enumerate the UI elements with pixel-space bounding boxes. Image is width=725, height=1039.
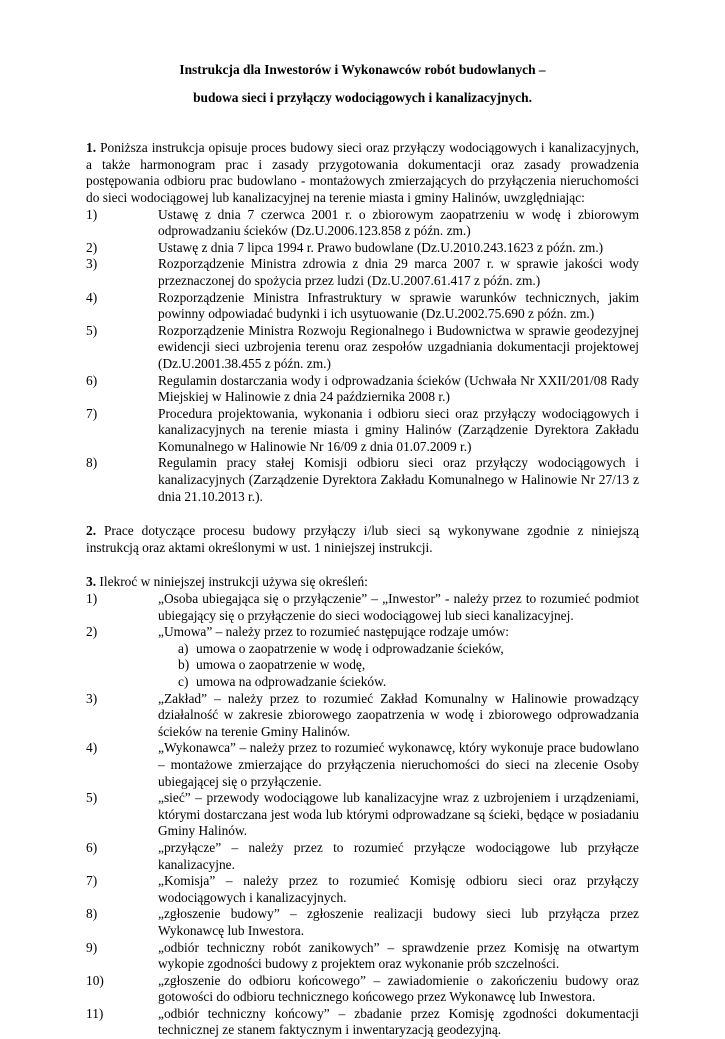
list-item — [86, 240, 639, 257]
list-item-number: 7) — [86, 405, 98, 421]
list-item-number: 8) — [86, 906, 98, 922]
list-item-number: 4) — [86, 289, 98, 305]
list-item-number: 2) — [86, 239, 98, 255]
list-item-text: „Osoba ubiegająca się o przyłączenie” – „Inwestor” - należy przez to rozumieć podmiot ubiegający się o przyłączenie do sieci wodociągowej lub sieci kanalizacyjnej. — [158, 591, 639, 623]
list-item-text: Procedura projektowania, wykonania i odbioru sieci oraz przyłączy wodociągowych i kanalizacyjnych na terenie miasta i gminy Halinów (Zarządzenie Dyrektora Zakładu Komunalnego w Halinowie Nr 16/09 z dnia 01.07.2009 r.) — [158, 405, 639, 454]
section-1-intro-text: Poniższa instrukcja opisuje proces budowy sieci oraz przyłączy wodociągowych i kanalizacyjnych, a także harmonogram prac i zasady przygotowania dokumentacji oraz zasady prowadzenia postępowania odbioru prac budowlano - montażowych zmierzających do przyłączenia nieruchomości do sieci wodociągowej lub kanalizacyjnej na terenie miasta i gminy Halinów, uwzględniając: — [86, 140, 639, 205]
list-item — [86, 790, 639, 840]
list-item — [86, 740, 639, 790]
list-item-number: 3) — [86, 256, 98, 272]
sub-list-item-text: umowa o zaopatrzenie w wodę, — [196, 657, 366, 673]
list-item-text: „zgłoszenie do odbioru końcowego” – zawiadomienie o zakończeniu budowy oraz gotowości do odbioru technicznego końcowego przez Wykonawcę lub Inwestora. — [158, 972, 639, 1005]
list-item-number: 1) — [86, 206, 98, 222]
list-item — [86, 840, 639, 873]
section-1-intro — [86, 140, 639, 206]
section-2-number: 2. — [86, 523, 97, 539]
list-item — [86, 624, 639, 690]
list-item-number: 9) — [86, 939, 98, 955]
list-item-text: Regulamin pracy stałej Komisji odbioru sieci oraz przyłączy wodociągowych i kanalizacyjnych (Zarządzenie Dyrektora Zakładu Komunalnego w Halinowie Nr 27/13 z dnia 21.10.2013 r.). — [158, 455, 639, 504]
list-item-text: „Wykonawca” – należy przez to rozumieć wykonawcę, który wykonuje prace budowlano – montażowe zmierzające do przyłączenia nieruchomości do sieci na zlecenie Osoby ubiegającej się o przyłączenie. — [158, 740, 639, 789]
list-item — [86, 323, 639, 373]
sub-list-item — [158, 674, 639, 691]
section-3 — [86, 574, 639, 1039]
list-item-text: „odbiór techniczny robót zanikowych” – sprawdzenie przez Komisję na otwartym wykopie zgodności budowy z projektem oraz wykonanie prób szczelności. — [158, 939, 639, 972]
list-item — [86, 373, 639, 406]
list-item-text: Rozporządzenie Ministra zdrowia z dnia 29 marca 2007 r. w sprawie jakości wody przeznaczonej do spożycia przez ludzi (Dz.U.2007.61.417 z późn. zm.) — [158, 256, 639, 288]
list-item-number: 6) — [86, 372, 98, 388]
list-item-number: 4) — [86, 740, 98, 756]
section-2-text — [86, 523, 639, 556]
list-item-number: 8) — [86, 455, 98, 471]
list-item-text: Ustawę z dnia 7 czerwca 2001 r. o zbiorowym zaopatrzeniu w wodę i zbiorowym odprowadzaniu ścieków (Dz.U.2006.123.858 z późn. zm.) — [158, 206, 639, 239]
list-item — [86, 1006, 639, 1039]
list-item-text: „odbiór techniczny końcowy” – zbadanie przez Komisję zgodności dokumentacji technicznej ze stanem faktycznym i inwentaryzacją geodezyjną. — [158, 1005, 639, 1038]
sub-list-item — [158, 641, 639, 658]
section-3-list — [86, 591, 639, 1039]
document-title-line-1: Instrukcja dla Inwestorów i Wykonawców robót budowlanych – — [179, 62, 546, 77]
document-title-line-2: budowa sieci i przyłączy wodociągowych i kanalizacyjnych. — [193, 89, 532, 105]
list-item — [86, 906, 639, 939]
sub-list-item-text: umowa na odprowadzanie ścieków. — [196, 674, 387, 689]
list-item — [86, 973, 639, 1006]
sub-list-item — [158, 657, 639, 674]
list-item-number: 5) — [86, 790, 98, 806]
sub-list-item-letter: a) — [178, 640, 189, 656]
document-page — [86, 62, 639, 1039]
list-item — [86, 455, 639, 505]
list-item-number: 2) — [86, 624, 98, 640]
list-item-text: „Komisja” – należy przez to rozumieć Komisję odbioru sieci oraz przyłączy wodociągowych i kanalizacyjnych. — [158, 873, 639, 905]
list-item-text: „przyłącze” – należy przez to rozumieć przyłącze wodociągowe lub przyłącze kanalizacyjne. — [158, 839, 639, 872]
section-1-number: 1. — [86, 140, 97, 156]
list-item-number: 10) — [86, 972, 104, 988]
list-item-number: 1) — [86, 591, 98, 607]
list-item-text: „Umowa” – należy przez to rozumieć następujące rodzaje umów: — [158, 624, 509, 640]
list-item-text: „sieć” – przewody wodociągowe lub kanalizacyjne wraz z uzbrojeniem i urządzeniami, którymi dostarczana jest woda lub którymi odprowadzane są ścieki, będące w posiadaniu Gminy Halinów. — [158, 790, 639, 839]
list-item-text: Regulamin dostarczania wody i odprowadzania ścieków (Uchwała Nr XXII/201/08 Rady Miejskiej w Halinowie z dnia 24 października 2008 r.) — [158, 372, 639, 405]
list-item — [86, 691, 639, 741]
list-item — [86, 591, 639, 624]
sub-list-item-text: umowa o zaopatrzenie w wodę i odprowadzanie ścieków, — [196, 640, 504, 656]
list-item — [86, 873, 639, 906]
section-1-list — [86, 207, 639, 506]
list-item-number: 11) — [86, 1005, 104, 1021]
list-item — [86, 207, 639, 240]
section-3-number: 3. — [86, 574, 97, 590]
list-item-number: 6) — [86, 839, 98, 855]
list-item-text: Ustawę z dnia 7 lipca 1994 r. Prawo budowlane (Dz.U.2010.243.1623 z późn. zm.) — [158, 239, 604, 255]
list-item-text: Rozporządzenie Ministra Rozwoju Regionalnego i Budownictwa w sprawie geodezyjnej ewidencji sieci uzbrojenia terenu oraz zespołów uzgadniania dokumentacji projektowej (Dz.U.2001.38.455 z późn. zm.) — [158, 322, 639, 371]
list-item-number: 5) — [86, 322, 98, 338]
sub-list — [158, 641, 639, 691]
list-item-number: 7) — [86, 873, 98, 889]
list-item-text: Rozporządzenie Ministra Infrastruktury w sprawie warunków technicznych, jakim powinny odpowiadać budynki i ich usytuowanie (Dz.U.2002.75.690 z późn. zm.) — [158, 289, 639, 322]
list-item — [86, 406, 639, 456]
list-item — [86, 290, 639, 323]
section-1 — [86, 140, 639, 505]
list-item-number: 3) — [86, 690, 98, 706]
list-item-text: „Zakład” – należy przez to rozumieć Zakład Komunalny w Halinowie prowadzący działalność w zakresie zbiorowego zaopatrzenia w wodę i zbiorowego odprowadzania ścieków na terenie Gminy Halinów. — [158, 690, 639, 739]
list-item-text: „zgłoszenie budowy” – zgłoszenie realizacji budowy sieci lub przyłącza przez Wykonawcę lub Inwestora. — [158, 906, 639, 938]
section-3-intro-text: Ilekroć w niniejszej instrukcji używa się określeń: — [96, 574, 368, 590]
sub-list-item-letter: b) — [178, 657, 190, 673]
sub-list-item-letter: c) — [178, 674, 189, 689]
section-2-body: Prace dotyczące procesu budowy przyłączy i/lub sieci są wykonywane zgodnie z niniejszą instrukcją oraz aktami określonymi w ust. 1 niniejszej instrukcji. — [86, 523, 639, 555]
list-item — [86, 256, 639, 289]
list-item — [86, 940, 639, 973]
section-2 — [86, 523, 639, 556]
section-3-intro — [86, 574, 639, 591]
